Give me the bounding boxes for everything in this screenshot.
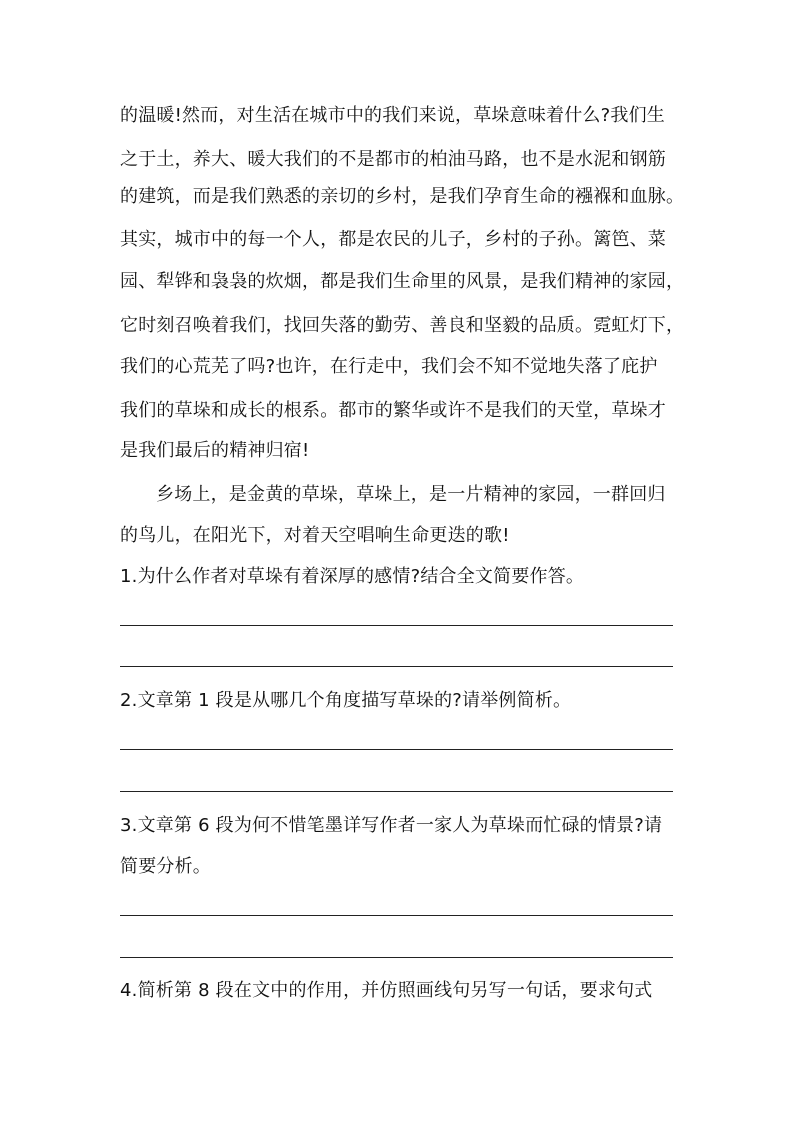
answer-line: [120, 915, 673, 916]
answer-line: [120, 666, 673, 667]
answer-line: [120, 625, 673, 626]
final-paragraph-line: 乡场上，是金黄的草垛，草垛上，是一片精神的家园，一群回归: [156, 484, 666, 505]
passage-line: 的建筑，而是我们熟悉的亲切的乡村，是我们孕育生命的襁褓和血脉。: [120, 186, 685, 207]
passage-line: 园、犁铧和袅袅的炊烟，都是我们生命里的风景，是我们精神的家园，: [120, 271, 685, 292]
question-2: 2.文章第 1 段是从哪几个角度描写草垛的?请举例简析。: [120, 690, 572, 711]
passage-line: 它时刻召唤着我们，找回失落的勤劳、善良和坚毅的品质。霓虹灯下，: [120, 315, 685, 336]
passage-line: 之于土，养大、暖大我们的不是都市的柏油马路，也不是水泥和钢筋: [120, 149, 666, 170]
question-3: 3.文章第 6 段为何不惜笔墨详写作者一家人为草垛而忙碌的情景?请: [120, 815, 663, 836]
answer-line: [120, 957, 673, 958]
answer-line: [120, 791, 673, 792]
passage-line: 的温暖!然而，对生活在城市中的我们来说，草垛意味着什么?我们生: [120, 105, 665, 126]
question-1: 1.为什么作者对草垛有着深厚的感情?结合全文简要作答。: [120, 566, 585, 587]
passage-line: 我们的心荒芜了吗?也许，在行走中，我们会不知不觉地失落了庇护: [120, 356, 658, 377]
passage-line: 是我们最后的精神归宿!: [120, 440, 310, 461]
final-paragraph-line: 的鸟儿，在阳光下，对着天空唱响生命更迭的歌!: [120, 525, 510, 546]
passage-line: 我们的草垛和成长的根系。都市的繁华或许不是我们的天堂，草垛才: [120, 400, 666, 421]
passage-line: 其实，城市中的每一个人，都是农民的儿子，乡村的子孙。篱笆、菜: [120, 229, 666, 250]
question-3-continued: 简要分析。: [120, 856, 211, 877]
answer-line: [120, 749, 673, 750]
question-4: 4.简析第 8 段在文中的作用，并仿照画线句另写一句话，要求句式: [120, 980, 653, 1001]
